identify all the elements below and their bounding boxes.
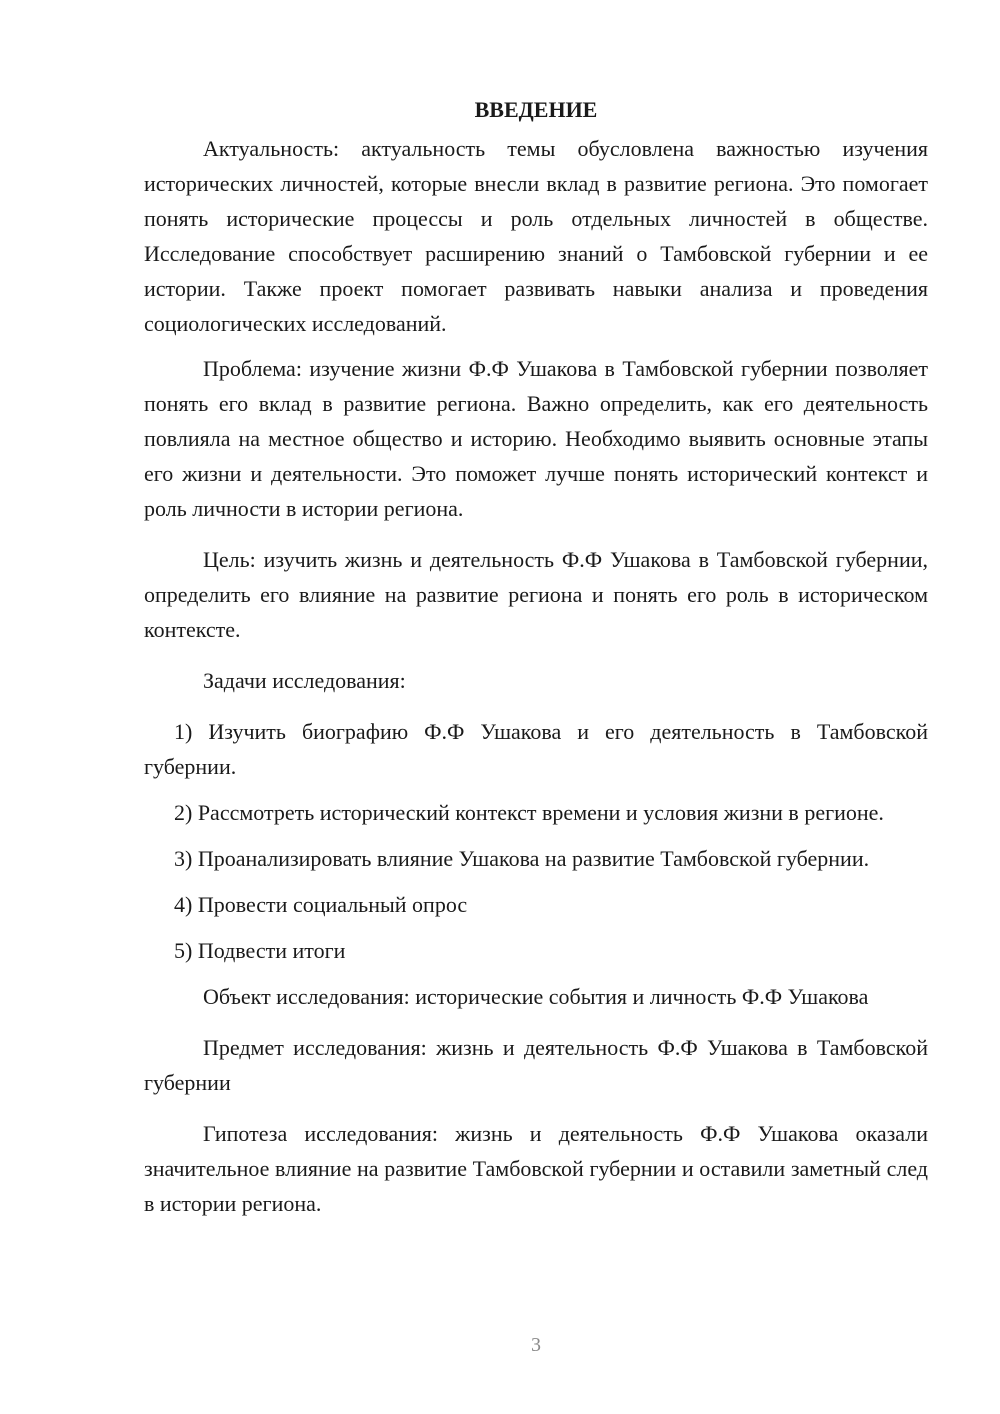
list-item: 4) Провести социальный опрос	[174, 892, 468, 917]
relevance-paragraph: Актуальность: актуальность темы обусловлена важностью изучения исторических личностей, которые внесли вклад в развитие региона. Это помогает понять исторические процессы и роль отдельных личностей в обществе. Исследование способствует расширению знаний о Тамбовской губернии и ее истории. Также проект помогает развивать навыки анализа и проведения социологических исследований.	[144, 136, 928, 336]
problem-paragraph: Проблема: изучение жизни Ф.Ф Ушакова в Тамбовской губернии позволяет понять его вклад в развитие региона. Важно определить, как его деятельность повлияла на местное общество и историю. Необходимо выявить основные этапы его жизни и деятельности. Это поможет лучше понять исторический контекст и роль личности в истории региона.	[144, 356, 928, 521]
tasks-list	[144, 714, 928, 968]
subject-paragraph: Предмет исследования: жизнь и деятельность Ф.Ф Ушакова в Тамбовской губернии	[144, 1035, 928, 1095]
list-item: 2) Рассмотреть исторический контекст времени и условия жизни в регионе.	[174, 800, 884, 825]
page-number: 3	[531, 1334, 541, 1356]
page-title: ВВЕДЕНИЕ	[474, 97, 598, 122]
object-paragraph: Объект исследования: исторические события и личность Ф.Ф Ушакова	[203, 984, 869, 1009]
goal-paragraph: Цель: изучить жизнь и деятельность Ф.Ф Ушакова в Тамбовской губернии, определить его влияние на развитие региона и понять его роль в историческом контексте.	[144, 547, 928, 642]
document-page	[144, 95, 928, 1231]
hypothesis-paragraph: Гипотеза исследования: жизнь и деятельность Ф.Ф Ушакова оказали значительное влияние на развитие Тамбовской губернии и оставили заметный след в истории региона.	[144, 1121, 928, 1216]
list-item: 5) Подвести итоги	[174, 938, 346, 963]
tasks-heading: Задачи исследования:	[203, 668, 406, 693]
list-item: 3) Проанализировать влияние Ушакова на развитие Тамбовской губернии.	[174, 846, 870, 871]
list-item: 1) Изучить биографию Ф.Ф Ушакова и его деятельность в Тамбовской губернии.	[144, 719, 928, 779]
